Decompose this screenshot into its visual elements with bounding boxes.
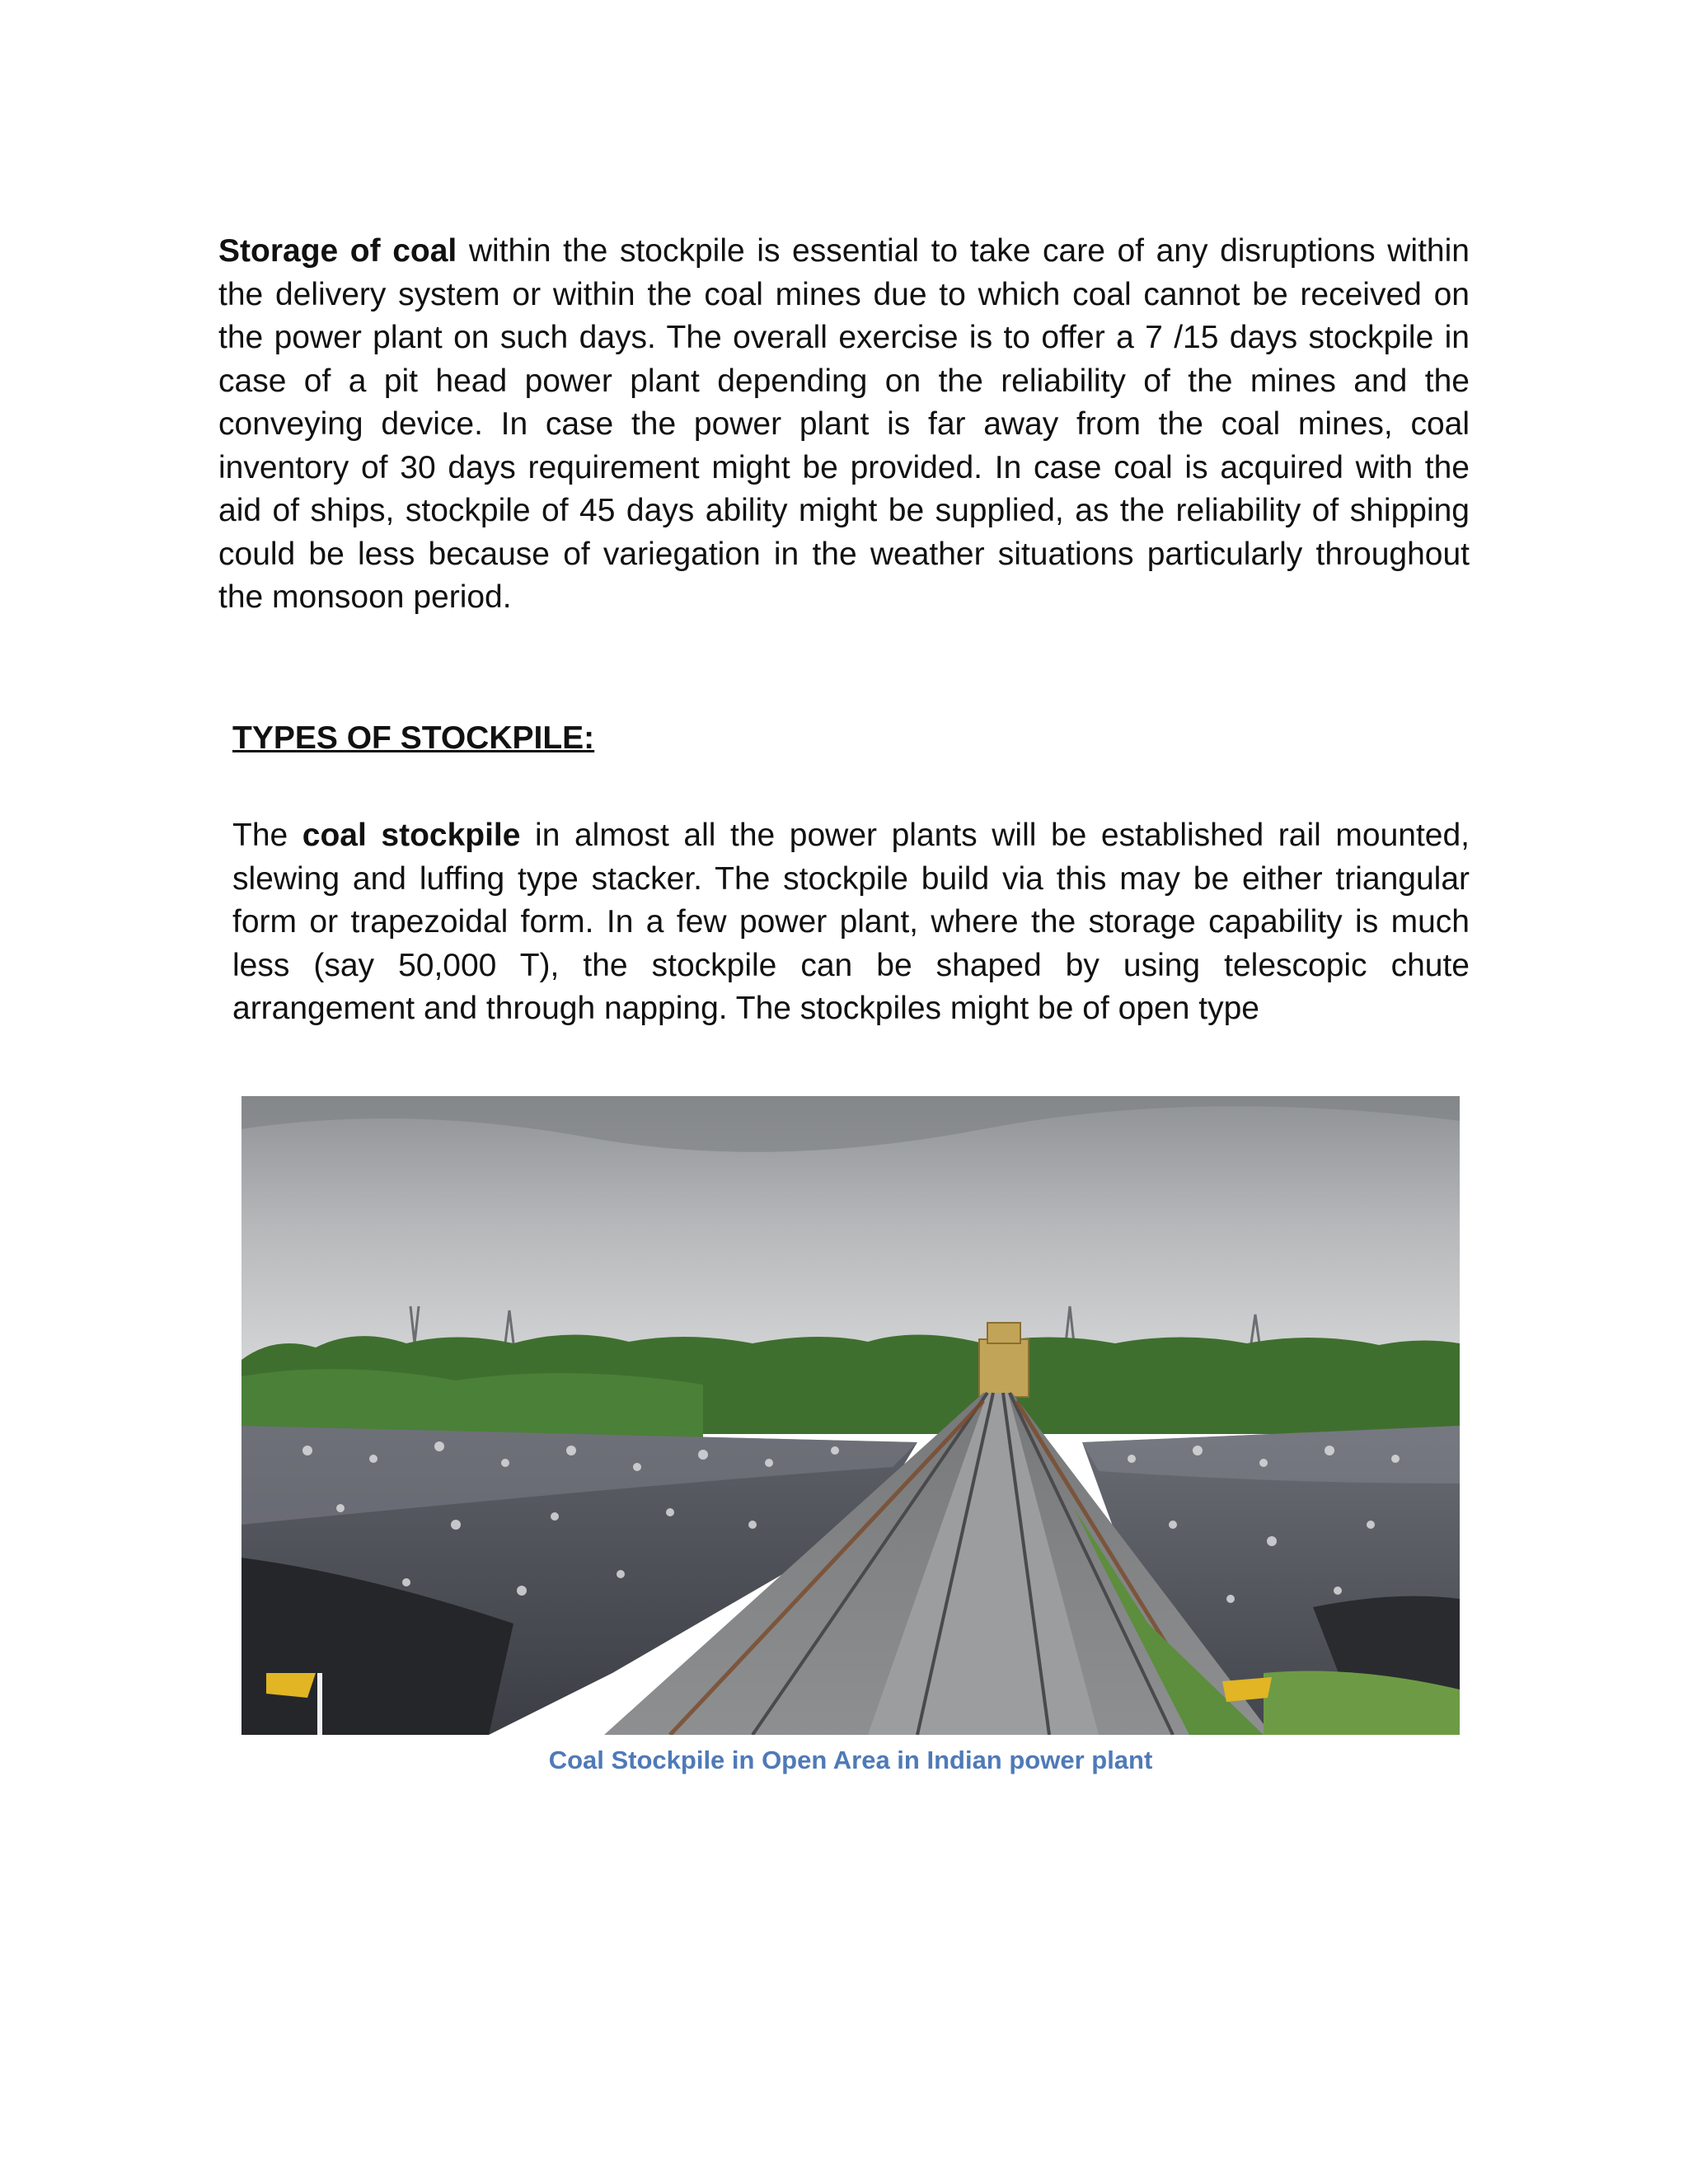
- paragraph-types-of-stockpile: [232, 814, 1470, 1031]
- paragraph-body: within the stockpile is essential to take care of any disruptions within the delivery system or within the coal mines due to which coal cannot be received on the power plant on such days. The overall exercise is to offer a 7 /15 days stockpile in case of a pit head power plant depending on the reliability of the mines and the conveying device. In case the power plant is far away from the coal mines, coal inventory of 30 days requirement might be provided. In case coal is acquired with the aid of ships, stockpile of 45 days ability might be supplied, as the reliability of shipping could be less because of variegation in the weather situations particularly throughout the monsoon period.: [218, 233, 1470, 615]
- paragraph-lead-bold: Storage of coal: [218, 233, 457, 269]
- paragraph-storage-of-coal: [218, 230, 1470, 620]
- paragraph-prefix: The: [232, 818, 302, 853]
- figure-caption: Coal Stockpile in Open Area in Indian power plant: [548, 1746, 1153, 1774]
- paragraph-lead-bold: coal stockpile: [302, 818, 521, 853]
- section-heading: TYPES OF STOCKPILE:: [232, 720, 595, 756]
- coal-stockpile-photo: [241, 1096, 1460, 1735]
- paragraph-body: in almost all the power plants will be established rail mounted, slewing and luffing type stacker. The stockpile build via this may be either triangular form or trapezoidal form. In a few power plant, where the storage capability is much less (say 50,000 T), the stockpile can be shaped by using telescopic chute arrangement and through napping. The stockpiles might be of open type: [232, 818, 1470, 1026]
